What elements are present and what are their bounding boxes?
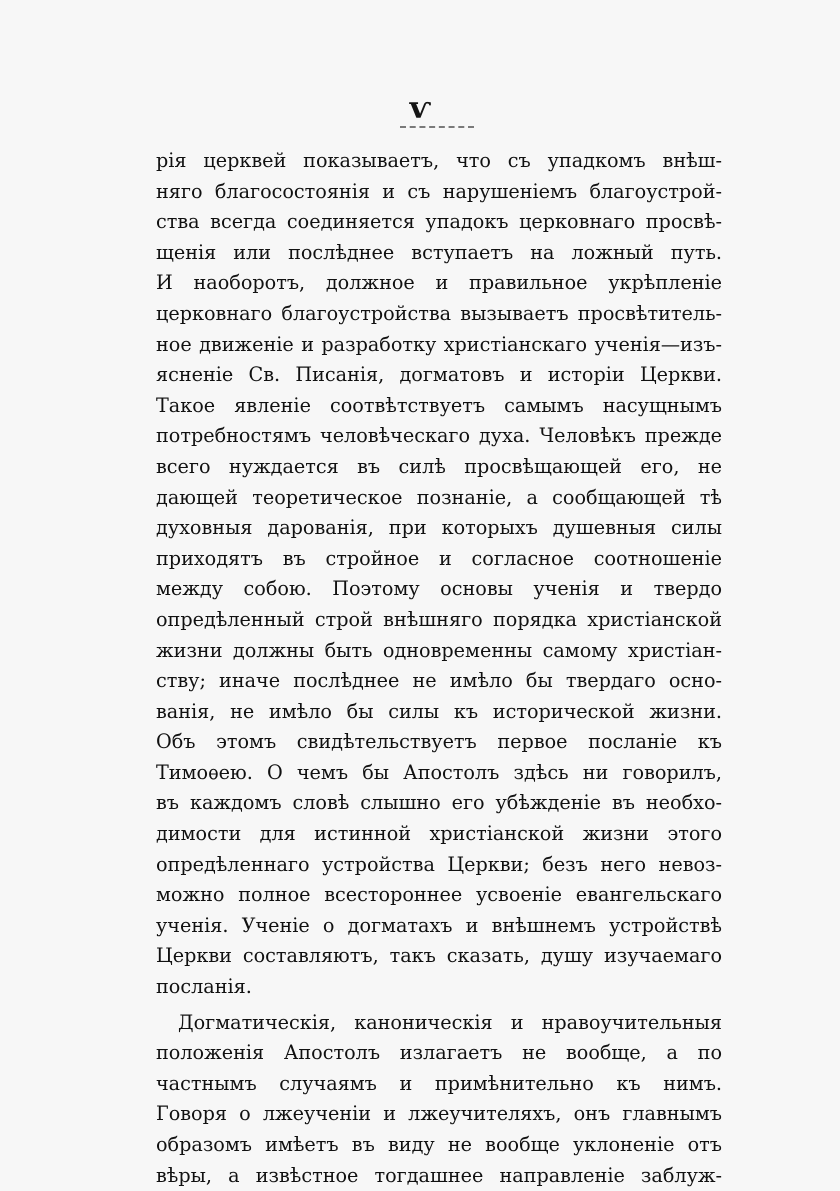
text-line: положенія Апостолъ излагаетъ не вообще, а по <box>156 1041 722 1065</box>
text-line: въ каждомъ словѣ слышно его убѣжденіе въ необхо- <box>156 791 722 815</box>
text-line: рія церквей показываетъ, что съ упадкомъ внѣш- <box>156 149 722 172</box>
text-line: приходятъ въ стройное и согласное соотношеніе <box>156 546 722 570</box>
text-line: няго благосостоянія и съ нарушеніемъ благоустрой- <box>156 179 722 203</box>
text-line: опредѣленный строй внѣшняго порядка христіанской <box>156 607 722 631</box>
text-line: ства всегда соединяется упадокъ церковнаго просвѣ- <box>156 210 722 234</box>
text-line: Церкви составляютъ, такъ сказать, душу изучаемаго <box>156 944 722 968</box>
text-line: частнымъ случаямъ и примѣнительно къ нимъ. <box>156 1071 722 1095</box>
text-line: Объ этомъ свидѣтельствуетъ первое посланіе къ <box>156 730 722 754</box>
text-line: опредѣленнаго устройства Церкви; безъ него невоз- <box>156 852 722 876</box>
text-line: всего нуждается въ силѣ просвѣщающей его, не <box>156 454 722 478</box>
paragraph-2 <box>156 1008 722 1191</box>
text-line: щенія или послѣднее вступаетъ на ложный путь. <box>156 240 722 264</box>
text-line: жизни должны быть одновременны самому христіан- <box>156 638 722 662</box>
text-line: вѣры, а извѣстное тогдашнее направленіе заблуж- <box>156 1163 722 1187</box>
text-line: Такое явленіе соотвѣтствуетъ самымъ насущнымъ <box>156 393 722 417</box>
text-line: дающей теоретическое познаніе, а сообщающей тѣ <box>156 485 722 509</box>
body-text <box>156 146 722 1191</box>
text-line: ясненіе Св. Писанія, догматовъ и исторіи Церкви. <box>156 363 722 387</box>
page-number: ѵ <box>408 91 432 126</box>
text-line: Тимоѳею. О чемъ бы Апостолъ здѣсь ни говорилъ, <box>156 760 722 784</box>
text-line: И наоборотъ, должное и правильное укрѣпленіе <box>156 271 722 295</box>
text-line: димости для истинной христіанской жизни этого <box>156 822 722 846</box>
text-line: ству; иначе послѣднее не имѣло бы твердаго осно- <box>156 669 722 693</box>
text-line: ученія. Ученіе о догматахъ и внѣшнемъ устройствѣ <box>156 913 722 937</box>
text-line: церковнаго благоустройства вызываетъ просвѣтитель- <box>156 301 722 325</box>
text-line: ванія, не имѣло бы силы къ исторической жизни. <box>156 699 722 723</box>
text-line: можно полное всестороннее усвоеніе евангельскаго <box>156 883 722 907</box>
text-line: потребностямъ человѣческаго духа. Человѣкъ прежде <box>156 424 722 448</box>
text-line: духовныя дарованія, при которыхъ душевныя силы <box>156 516 722 540</box>
paragraph-1 <box>156 146 722 1003</box>
text-line: Догматическія, каноническія и нравоучительныя <box>178 1010 722 1034</box>
text-line: образомъ имѣетъ въ виду не вообще уклоненіе отъ <box>156 1133 722 1156</box>
text-line: между собою. Поэтому основы ученія и твердо <box>156 577 722 601</box>
text-line: посланія. <box>156 975 252 999</box>
header-rule <box>400 126 474 128</box>
text-line: Говоря о лжеученіи и лжеучителяхъ, онъ главнымъ <box>156 1102 722 1126</box>
text-line: ное движеніе и разработку христіанскаго ученія—изъ- <box>156 332 722 356</box>
